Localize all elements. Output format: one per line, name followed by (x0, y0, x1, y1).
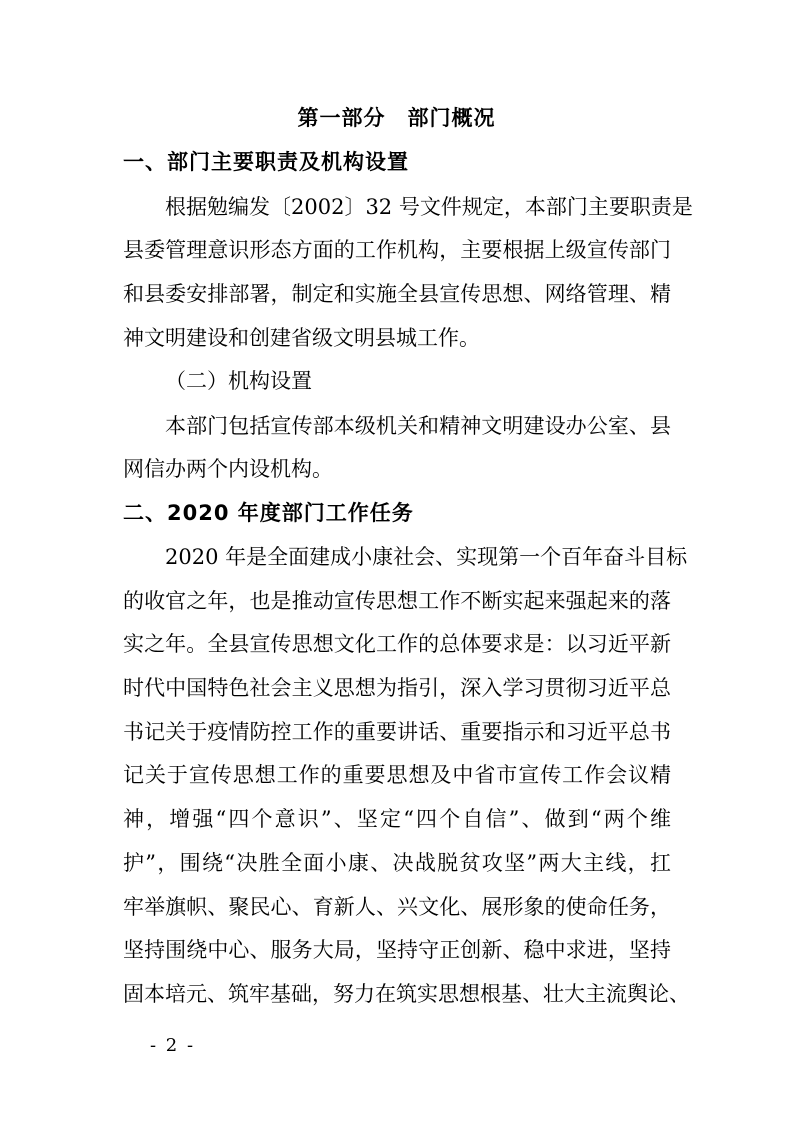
paragraph-line: 根据勉编发〔2002〕32 号文件规定，本部门主要职责是 (165, 195, 693, 219)
section-heading-responsibilities: 一、部门主要职责及机构设置 (123, 150, 409, 174)
paragraph-line: 神文明建设和创建省级文明县城工作。 (123, 326, 480, 350)
paragraph-line: 县委管理意识形态方面的工作机构，主要根据上级宣传部门 (123, 238, 671, 262)
paragraph-line: 2020 年是全面建成小康社会、实现第一个百年奋斗目标 (165, 545, 688, 569)
paragraph-line: 固本培元、筑牢基础，努力在筑实思想根基、壮大主流舆论、 (123, 982, 690, 1006)
paragraph-line: 神，增强“四个意识”、坚定“四个自信”、做到“两个维 (123, 807, 671, 831)
paragraph-line: 护”，围绕“决胜全面小康、决战脱贫攻坚”两大主线，扛 (123, 851, 671, 875)
paragraph-line: 的收官之年，也是推动宣传思想工作不断实起来强起来的落 (123, 589, 671, 613)
paragraph-line: 实之年。全县宣传思想文化工作的总体要求是：以习近平新 (123, 632, 671, 656)
paragraph-line: 网信办两个内设机构。 (123, 457, 333, 481)
paragraph-line: 坚持围绕中心、服务大局，坚持守正创新、稳中求进，坚持 (123, 938, 671, 962)
subheading-organization: （二）机构设置 (165, 369, 312, 393)
section-heading-tasks: 二、2020 年度部门工作任务 (123, 501, 414, 525)
paragraph-line: 记关于宣传思想工作的重要思想及中省市宣传工作会议精 (123, 763, 671, 787)
paragraph-line: 时代中国特色社会主义思想为指引，深入学习贯彻习近平总 (123, 676, 671, 700)
page-number: - 2 - (150, 1035, 196, 1056)
paragraph-line: 本部门包括宣传部本级机关和精神文明建设办公室、县 (165, 414, 671, 438)
paragraph-line: 书记关于疫情防控工作的重要讲话、重要指示和习近平总书 (123, 720, 671, 744)
page-title: 第一部分 部门概况 (297, 106, 496, 130)
paragraph-line: 和县委安排部署，制定和实施全县宣传思想、网络管理、精 (123, 282, 671, 306)
paragraph-line: 牢举旗帜、聚民心、育新人、兴文化、展形象的使命任务， (123, 895, 671, 919)
